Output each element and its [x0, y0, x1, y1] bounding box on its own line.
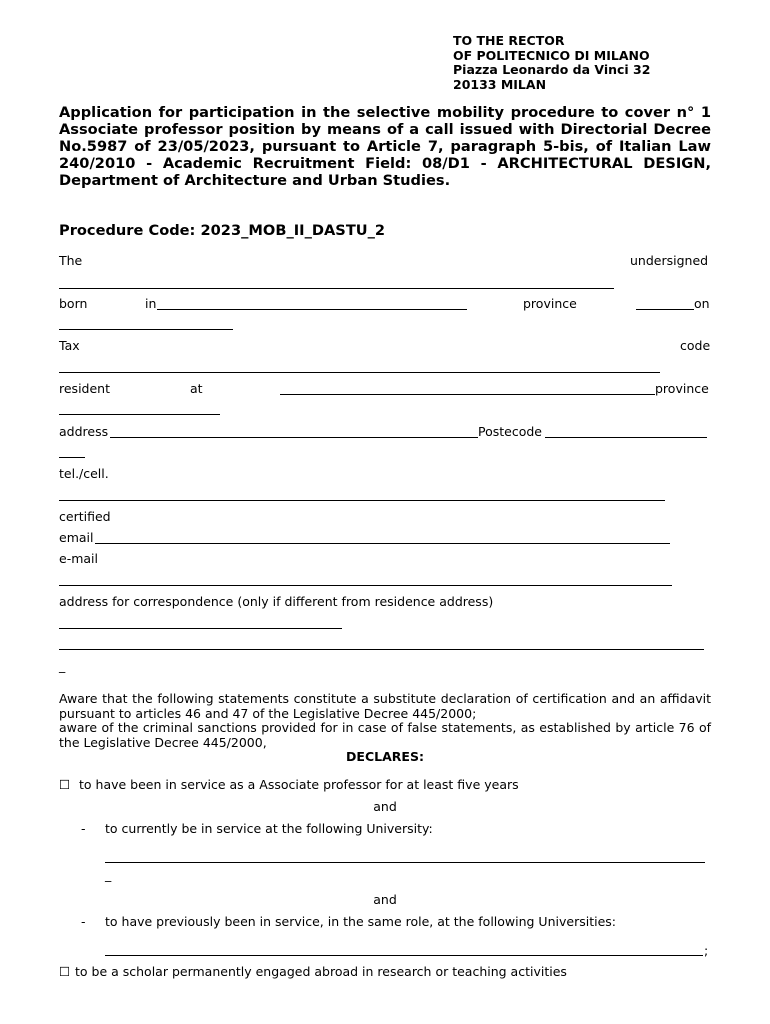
correspondence-field-line-1[interactable]	[59, 628, 342, 629]
aware-paragraph-1: Aware that the following statements constitute a substitute declaration of certification and an affidavit pursuant to articles 46 and 47 of the Legislative Decree 445/2000;	[59, 691, 711, 721]
postecode-field-line[interactable]	[545, 437, 707, 438]
in-label: in	[145, 296, 157, 311]
current-university-field-line[interactable]	[105, 862, 705, 863]
declaration-item-2: to currently be in service at the following University:	[105, 821, 433, 836]
document-title: Application for participation in the selective mobility procedure to cover n° 1 Associate professor position by means of a call issued with Directorial Decree No.5987 of 23/05/2023, pursuant to Article 7, paragraph 5-bis, of Italian Law 240/2010 - Academic Recruitment Field: 08/D1 - ARCHITECTURAL DESIGN, Department of Architecture and Urban Studies.	[59, 104, 711, 189]
and-separator-2: and	[373, 892, 397, 907]
declares-heading: DECLARES:	[346, 749, 424, 764]
province-label: province	[523, 296, 577, 311]
aware-paragraph-2: aware of the criminal sanctions provided for in case of false statements, as established by article 76 of the Legislative Decree 445/2000,	[59, 720, 711, 750]
residence-province-field-line[interactable]	[59, 414, 220, 415]
dash-bullet: -	[81, 821, 86, 836]
recipient-address	[453, 34, 650, 92]
address-field-line[interactable]	[110, 437, 478, 438]
correspondence-label: address for correspondence (only if different from residence address)	[59, 594, 494, 609]
at-label: at	[190, 381, 203, 396]
and-separator-1: and	[373, 799, 397, 814]
resident-label: resident	[59, 381, 110, 396]
certified-label: certified	[59, 509, 111, 524]
semicolon-mark: ;	[704, 943, 709, 958]
postecode-label: Postecode	[478, 424, 542, 439]
name-field-line[interactable]	[59, 288, 614, 289]
postecode-field-line-cont[interactable]	[59, 457, 85, 458]
recipient-line: 20133 MILAN	[453, 76, 547, 92]
checkbox-icon[interactable]: ☐	[59, 964, 71, 979]
address-label: address	[59, 424, 109, 439]
recipient-line: OF POLITECNICO DI MILANO	[453, 47, 650, 63]
correspondence-underscore: _	[59, 658, 66, 673]
correspondence-field-line-2[interactable]	[59, 649, 704, 650]
email-label: email	[59, 530, 94, 545]
birthplace-field-line[interactable]	[157, 309, 467, 310]
recipient-line: Piazza Leonardo da Vinci 32	[453, 62, 651, 77]
declaration-item-1: to have been in service as a Associate professor for at least five years	[79, 777, 519, 792]
on-label: on	[694, 296, 710, 311]
tax-code-field-line[interactable]	[59, 372, 660, 373]
code-label: code	[680, 338, 711, 353]
tel-field-line[interactable]	[59, 500, 665, 501]
residence-field-line[interactable]	[280, 394, 655, 395]
previous-universities-field-line[interactable]	[105, 955, 703, 956]
dash-bullet: -	[81, 914, 86, 929]
birth-province-field-line[interactable]	[636, 309, 694, 310]
e-mail-label: e-mail	[59, 551, 98, 566]
checkbox-icon[interactable]: ☐	[59, 777, 71, 792]
tax-label: Tax	[59, 338, 80, 353]
undersigned-label: undersigned	[630, 253, 709, 268]
declaration-item-4: to be a scholar permanently engaged abroad in research or teaching activities	[75, 964, 567, 979]
certified-email-field-line[interactable]	[95, 543, 670, 544]
current-university-underscore: _	[105, 867, 112, 882]
province-label-2: province	[655, 381, 709, 396]
recipient-line: TO THE RECTOR	[453, 33, 565, 48]
e-mail-field-line[interactable]	[59, 585, 672, 586]
birthdate-field-line[interactable]	[59, 329, 233, 330]
born-label: born	[59, 296, 88, 311]
declaration-item-3: to have previously been in service, in the same role, at the following Universities:	[105, 914, 616, 929]
the-label: The	[59, 253, 83, 268]
tel-label: tel./cell.	[59, 466, 109, 481]
procedure-code: Procedure Code: 2023_MOB_II_DASTU_2	[59, 222, 386, 239]
